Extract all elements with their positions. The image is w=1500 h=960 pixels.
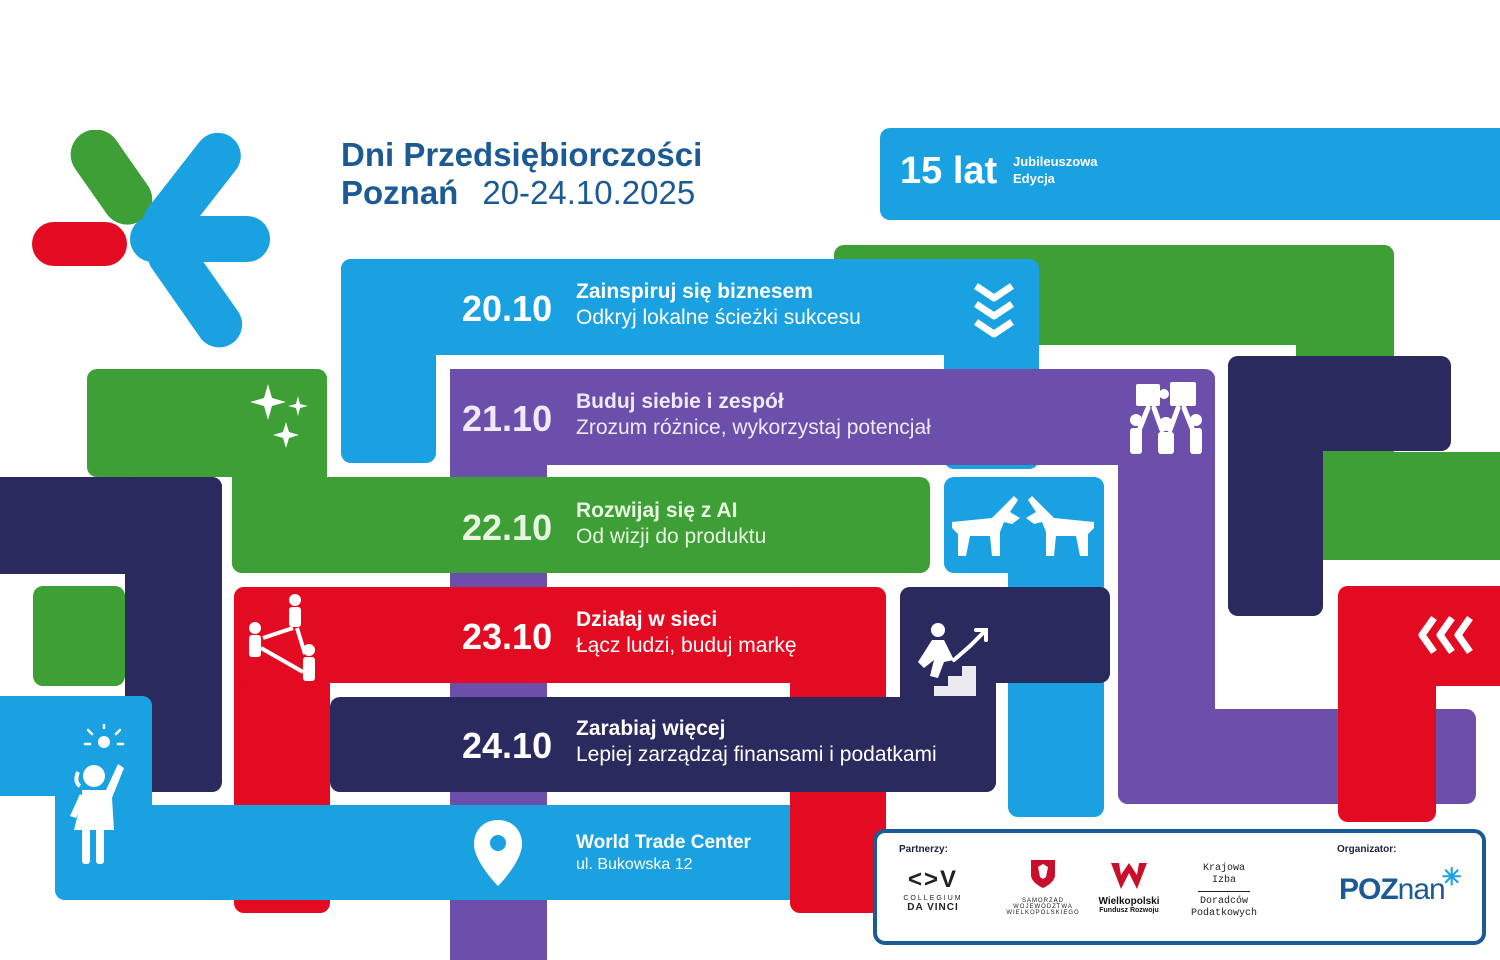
day-title: Zarabiaj więcej — [576, 717, 726, 740]
anniversary-years: 15 lat — [900, 150, 998, 192]
day-title: Rozwijaj się z AI — [576, 499, 738, 522]
anniversary-line1: Jubileuszowa — [1013, 154, 1098, 169]
chevrons-down-icon — [972, 282, 1016, 342]
day-subtitle: Łącz ludzi, buduj markę — [576, 634, 797, 657]
girl-idea-icon — [64, 724, 138, 866]
samorzad-wielkopolski-logo — [1005, 859, 1081, 916]
day-row-22-10 — [462, 479, 1022, 559]
asterisk-icon: ✳ — [1441, 864, 1461, 891]
wfr-line2: Fundusz Rozwoju — [1099, 907, 1159, 914]
day-subtitle: Odkryj lokalne ścieżki sukcesu — [576, 306, 861, 329]
venue-name: World Trade Center — [576, 832, 751, 853]
krajowa-izba-doradcow-podatkowych-logo — [1179, 863, 1269, 920]
sparkles-icon — [250, 382, 314, 452]
green-path-left-lower — [33, 586, 125, 686]
day-row-20-10 — [462, 260, 1022, 340]
partners-label: Partnerzy: — [899, 844, 948, 855]
collegium-da-vinci-logo: <>V COLLEGIUM DA VINCI — [897, 867, 969, 913]
cdv-line1: COLLEGIUM — [903, 895, 963, 902]
event-title — [341, 136, 702, 212]
anniversary-line2: Edycja — [1013, 171, 1055, 186]
day-row-24-10 — [462, 697, 1022, 777]
samorzad-line2: WOJEWÓDZTWA — [1013, 904, 1073, 910]
poznan-organizer-logo — [1339, 864, 1461, 907]
day-date: 22.10 — [462, 507, 553, 548]
kidp-line3: Doradców — [1199, 896, 1248, 907]
day-date: 20.10 — [462, 288, 553, 329]
day-date: 24.10 — [462, 725, 553, 766]
event-title-name: Dni Przedsiębiorczości — [341, 136, 703, 173]
goats-icon — [948, 492, 1098, 558]
organizer-label: Organizator: — [1337, 844, 1397, 855]
chevrons-left-icon — [1418, 616, 1478, 654]
cdv-line2: DA VINCI — [907, 902, 959, 913]
navy-path-right-vert — [1228, 356, 1323, 616]
wielkopolski-fundusz-rozwoju-logo — [1089, 861, 1169, 914]
anniversary-badge — [880, 128, 1500, 220]
organizer-name-caps: POZ — [1339, 873, 1398, 906]
day-row-21-10 — [462, 370, 1022, 450]
location-pin-icon — [472, 818, 524, 888]
band-20-10-riser — [341, 259, 436, 463]
event-dates: 20-24.10.2025 — [482, 174, 696, 211]
stairs-climb-icon — [914, 620, 994, 698]
samorzad-line1: SAMORZĄD — [1021, 898, 1064, 904]
kidp-line1: Krajowa — [1202, 863, 1245, 874]
day-date: 21.10 — [462, 398, 553, 439]
network-people-icon — [243, 592, 323, 684]
blue-path-venue — [55, 805, 875, 900]
day-title: Buduj siebie i zespół — [576, 390, 784, 413]
event-logo-icon — [30, 130, 275, 350]
wfr-w-icon — [1109, 861, 1149, 891]
partners-box — [873, 829, 1486, 945]
coat-of-arms-icon — [1030, 859, 1056, 889]
wfr-line1: Wielkopolski — [1098, 896, 1160, 907]
samorzad-line3: WIELKOPOLSKIEGO — [1006, 910, 1080, 916]
day-subtitle: Lepiej zarządzaj finansami i podatkami — [576, 743, 937, 766]
organizer-name-low: nan — [1397, 873, 1445, 906]
venue-info — [576, 832, 751, 874]
kidp-line4: Podatkowych — [1190, 908, 1257, 919]
team-puzzle-icon — [1126, 380, 1208, 456]
kidp-divider — [1198, 891, 1250, 892]
venue-address: ul. Bukowska 12 — [576, 856, 693, 873]
day-subtitle: Od wizji do produktu — [576, 525, 767, 548]
event-city: Poznań — [341, 174, 459, 211]
anniversary-text — [1013, 153, 1098, 187]
day-title: Zainspiruj się biznesem — [576, 280, 813, 303]
kidp-line2: Izba — [1211, 875, 1236, 886]
day-title: Działaj w sieci — [576, 608, 718, 631]
day-subtitle: Zrozum różnice, wykorzystaj potencjał — [576, 416, 931, 439]
day-date: 23.10 — [462, 616, 553, 657]
